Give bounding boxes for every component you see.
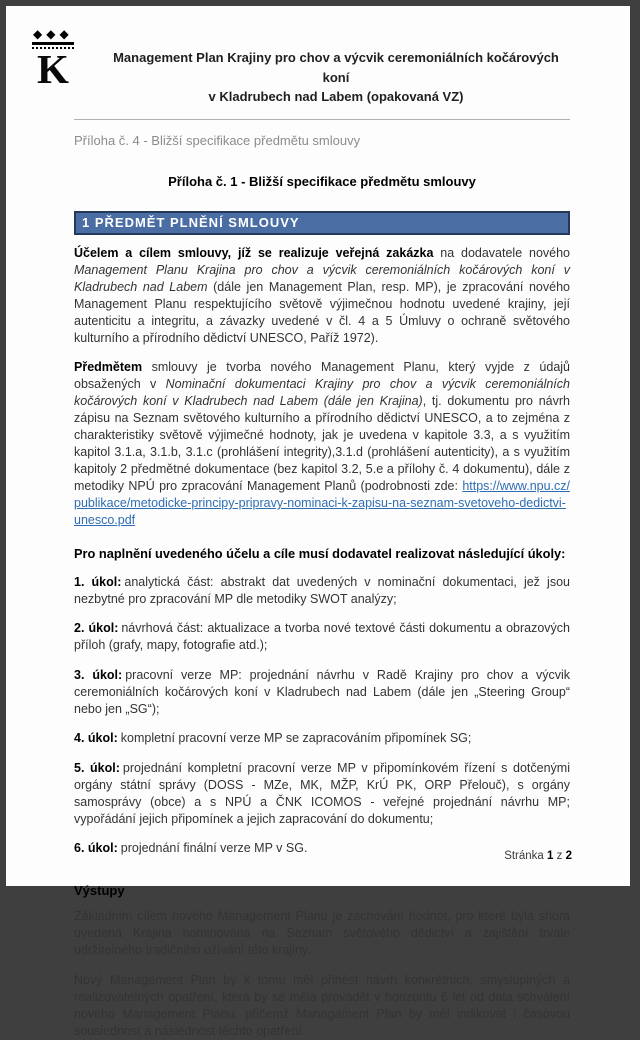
purpose-run2: (dále jen Management Plan, resp. MP), je zpracování nového Management Planu respektujícího světově výjimečnou hodnotu uvedené krajiny, její autenticitu a integritu, a závazky uvedené v čl. 4 a 5 Úmluvy o ochraně světového kulturního a přírodního dědictví UNESCO, Paříž 1972).	[74, 279, 570, 345]
footer-separator: z	[556, 850, 563, 862]
document-page	[6, 6, 630, 1038]
purpose-run1: na dodavatele nového	[433, 245, 570, 260]
page-number-footer	[504, 850, 572, 862]
logo-letter-k: K	[37, 46, 69, 92]
page-header	[6, 6, 630, 107]
outputs-paragraph-2: Nový Management Plan by k tomu měl přinést návrh konkrétních, smysluplných a realizovatelných opatření, která by se měla provádět v horizontu 6 let od data schválení nového Management Planu, přičemž Managament Plan by měl indikovat i časovou souslednost a následnost těchto opatření.	[74, 972, 570, 1038]
outputs-paragraph-1: Základním cílem nového Management Planu je zachování hodnot, pro které byla shora uvedená Krajina nominována na Seznam světového dědictví a zajištění trvale udržitelného tradičního užívání této krajiny.	[74, 909, 570, 958]
header-subtitle: Příloha č. 4 - Bližší specifikace předmětu smlouvy	[74, 132, 361, 148]
annex-heading: Příloha č. 1 - Bližší specifikace předmětu smlouvy	[168, 173, 476, 189]
purpose-paragraph	[74, 245, 570, 347]
subject-paragraph	[74, 359, 570, 529]
header-divider	[74, 119, 570, 120]
task-2-text: návrhová část: aktualizace a tvorba nové textové části dokumentu a obrazových příloh (grafy, mapy, fotografie atd.);	[74, 621, 570, 653]
task-item-1	[74, 574, 570, 608]
subject-bold-run: Předmětem	[74, 360, 143, 374]
task-1-label: 1. úkol:	[74, 574, 122, 589]
subject-italic-run: Nominační dokumentaci Krajiny pro chov a výcvik ceremoniálních kočárových koní v Kladrubech nad Labem (dále jen Krajina)	[74, 377, 570, 408]
document-title-line1: Management Plan Krajiny pro chov a výcvik ceremoniálních kočárových koní	[113, 50, 559, 85]
crown-diamonds-icon: ◆◆◆	[33, 27, 73, 41]
task-3-text: pracovní verze MP: projednání návrhu v Radě Krajiny pro chov a výcvik ceremoniálních kočárových koní v Kladrubech nad Labem (dále jen „Steering Group“ nebo jen „SG“);	[74, 667, 570, 716]
task-5-label: 5. úkol:	[74, 760, 120, 775]
purpose-bold-run: Účelem a cílem smlouvy, jíž se realizuje veřejná zakázka	[74, 245, 434, 260]
task-6-label: 6. úkol:	[74, 841, 118, 856]
document-body	[6, 174, 630, 1040]
task-item-4	[74, 730, 570, 747]
task-1-text: analytická část: abstrakt dat uvedených v nominační dokumentaci, jež jsou nezbytné pro zpracování MP dle metodiky SWOT analýzy;	[74, 574, 570, 606]
task-3-label: 3. úkol:	[74, 667, 123, 682]
section-1-title-bar: 1 PŘEDMĚT PLNĚNÍ SMLOUVY	[74, 211, 570, 235]
footer-label: Stránka	[504, 850, 544, 862]
subject-run2: , tj. dokumentu pro návrh zápisu na Seznam světového kulturního a přírodního dědictví UNESCO, a to zejména z charakteristiky světově výjimečné hodnoty, jak je uvedena v kapitole 3.3, a s využitím kapitol 3.1.a, 3.1.b, 3.1.c (prohlášení integrity),3.1.d (prohlášení autenticity), a s využitím kapitoly 2 předmětné dokumentace (bez kapitol 3.2, 5.e a přílohy č. 4 dokumentu), dále z metodiky NPÚ pro zpracování Management Planů (podrobnosti zde:	[74, 394, 570, 493]
footer-total-pages: 2	[565, 850, 572, 862]
purpose-italic-run: Management Planu Krajina pro chov a výcvik ceremoniálních kočárových koní v Kladrubech nad Labem	[74, 262, 570, 294]
task-4-text: kompletní pracovní verze MP se zapracováním připomínek SG;	[120, 731, 472, 746]
npu-methodology-link[interactable]: https://www.npu.cz/publikace/metodicke-principy-pripravy-nominaci-k-zapisu-na-seznam-svetoveho-dedictvi-unesco.pdf	[74, 479, 570, 527]
logo-solid-rule	[32, 42, 74, 45]
task-item-2	[74, 620, 570, 654]
task-item-5	[74, 760, 570, 828]
document-title-line2: v Kladrubech nad Labem (opakovaná VZ)	[208, 89, 464, 104]
task-6-text: projednání finální verze MP v SG.	[120, 841, 308, 856]
outputs-heading: Výstupy	[74, 883, 125, 899]
task-5-text: projednání kompletní pracovní verze MP v připomínkovém řízení s dotčenými orgány státní správy (DOSS - MZe, MK, MŽP, KrÚ PK, ORP Přelouč), s orgány samosprávy (obce) a s NPÚ a ČNK ICOMOS - veřejné projednání návrhu MP; vypořádání jejich připomínek a jejich zapracování do dokumentu;	[74, 760, 570, 826]
task-2-label: 2. úkol:	[74, 621, 119, 636]
document-title	[98, 22, 574, 107]
tasks-intro: Pro naplnění uvedeného účelu a cíle musí dodavatel realizovat následující úkoly:	[74, 546, 566, 561]
task-item-3	[74, 667, 570, 718]
subject-run1: smlouvy je tvorba nového Management Planu, který vyjde z údajů obsažených v	[74, 360, 570, 391]
kladruby-logo	[32, 22, 98, 92]
footer-current-page: 1	[547, 850, 554, 862]
task-item-6	[74, 840, 570, 857]
task-4-label: 4. úkol:	[74, 731, 118, 746]
